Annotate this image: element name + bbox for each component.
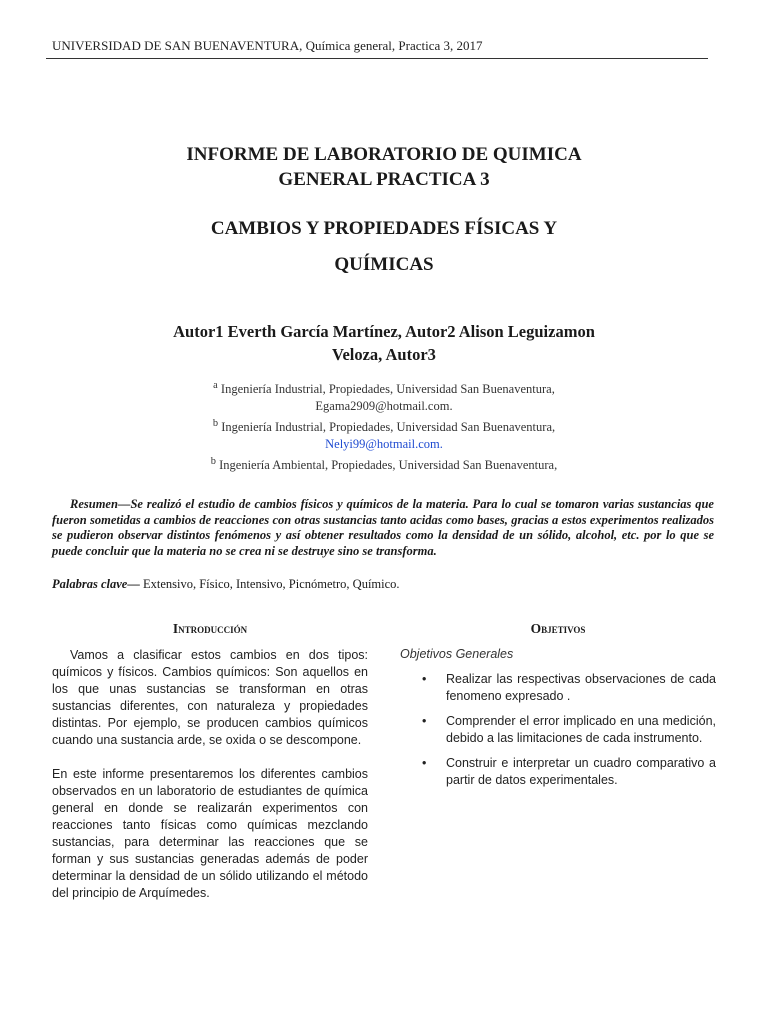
affiliation-2-email-link[interactable]: Nelyi99@hotmail.com.	[325, 437, 443, 452]
affiliation-text: Ingeniería Ambiental, Propiedades, Universidad San Buenaventura,	[219, 458, 558, 473]
objectives-general-subheading: Objetivos Generales	[400, 647, 514, 661]
objective-text: Realizar las respectivas observaciones de cada fenomeno expresado .	[446, 672, 716, 703]
abstract	[52, 497, 714, 559]
subtitle-line-2: QUÍMICAS	[334, 254, 434, 275]
authors-line-1: Autor1 Everth García Martínez, Autor2 Alison Leguizamon	[173, 322, 595, 341]
objective-text: Comprender el error implicado en una medición, debido a las limitaciones de cada instrumento.	[446, 714, 716, 745]
introduction-paragraph-1: Vamos a clasificar estos cambios en dos tipos: químicos y físicos. Cambios químicos: Son aquellos en los que unas sustancias se transforman en otras sustancias diferentes, con naturaleza y propiedades distintas. Por ejemplo, se producen cambios químicos cuando una sustancia arde, se oxida o se descompone.	[52, 648, 368, 747]
keywords	[52, 576, 714, 592]
affiliation-marker: a	[213, 380, 218, 391]
affiliation-3	[0, 453, 768, 474]
objectives-heading: Objetivos	[530, 621, 586, 636]
keywords-text: Extensivo, Físico, Intensivo, Picnómetro, Químico.	[139, 577, 400, 591]
paragraph-spacer	[52, 749, 368, 766]
affiliation-2	[0, 415, 768, 436]
abstract-text: Se realizó el estudio de cambios físicos y químicos de la materia. Para lo cual se tomaron varias sustancias que fueron sometidas a cambios de reacciones con otras sustancias tanto acidas como bases, gracias a estos experimentos realizados se pudieron observar distintos fenómenos y así obtener resultados como la densidad de un sólido, alcohol, etc. por lo que se puede concluir que la materia no se crea ni se destruye sino se transforma.	[52, 497, 714, 558]
affiliation-text: Ingeniería Industrial, Propiedades, Universidad San Buenaventura,	[220, 382, 555, 397]
objectives-list	[400, 671, 716, 789]
abstract-label: Resumen—	[70, 497, 131, 511]
keywords-label: Palabras clave—	[52, 577, 140, 591]
bullet-icon: •	[422, 756, 427, 770]
header-divider	[46, 58, 708, 59]
affiliation-marker: b	[212, 418, 219, 430]
affiliations	[0, 377, 768, 474]
affiliation-1-email: Egama2909@hotmail.com.	[315, 399, 453, 414]
paper-subtitle	[0, 211, 768, 283]
list-item	[400, 713, 716, 747]
running-header: UNIVERSIDAD DE SAN BUENAVENTURA, Química general, Practica 3, 2017	[52, 38, 483, 53]
right-column	[400, 621, 716, 797]
list-item	[400, 671, 716, 705]
affiliation-text: Ingeniería Industrial, Propiedades, Universidad San Buenaventura,	[221, 420, 556, 435]
title-line-1: INFORME DE LABORATORIO DE QUIMICA	[186, 144, 582, 165]
author-list	[0, 320, 768, 366]
left-column	[52, 621, 368, 902]
objective-text: Construir e interpretar un cuadro comparativo a partir de datos experimentales.	[446, 756, 716, 787]
title-line-2: GENERAL PRACTICA 3	[278, 169, 490, 190]
bullet-icon: •	[422, 672, 427, 686]
list-item	[400, 755, 716, 789]
introduction-heading: Introducción	[172, 621, 248, 636]
affiliation-1	[0, 377, 768, 398]
paper-title	[0, 142, 768, 192]
introduction-paragraph-2: En este informe presentaremos los diferentes cambios observados en un laboratorio de estudiantes de química general en donde se realizarán experimentos con reacciones tanto físicas como químicas mezclando sustancias, para determinar las reacciones que se forman y sus sustancias generadas además de poder determinar la densidad de un sólido utilizando el método del principio de Arquímedes.	[52, 767, 368, 900]
bullet-icon: •	[422, 714, 427, 728]
subtitle-line-1: CAMBIOS Y PROPIEDADES FÍSICAS Y	[210, 218, 558, 239]
affiliation-marker: b	[210, 456, 216, 468]
authors-line-2: Veloza, Autor3	[332, 345, 436, 364]
